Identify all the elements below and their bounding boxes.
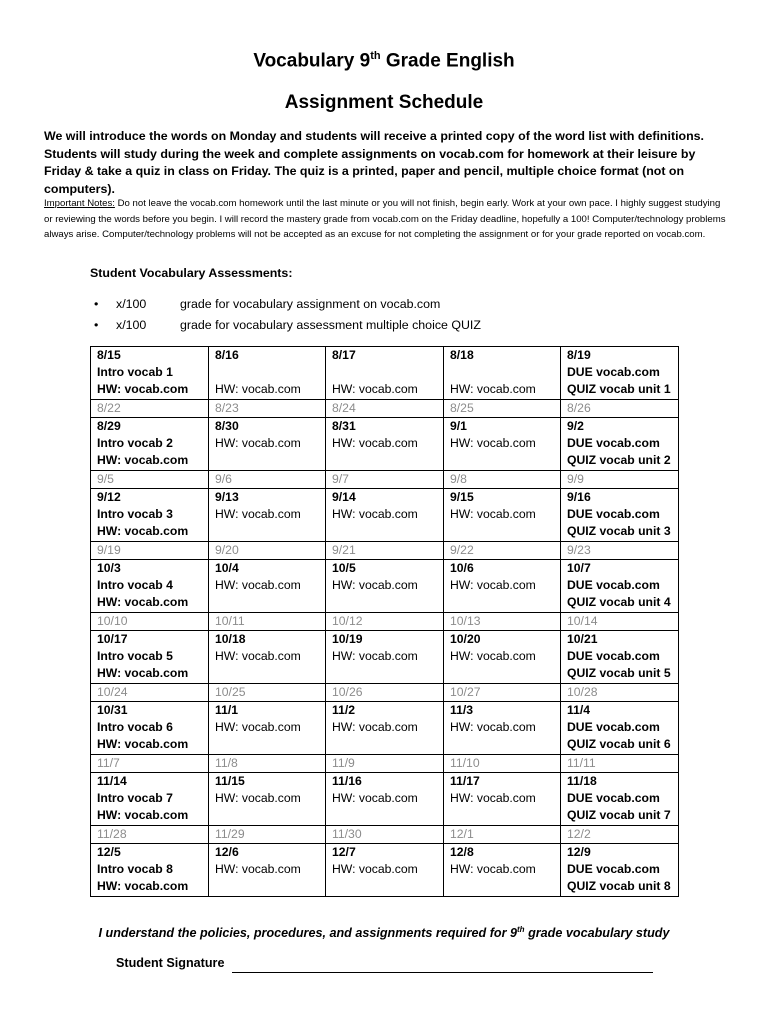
day-entry [332,452,443,469]
homework-entry: HW: vocab.com [450,382,536,396]
day-entry [215,452,325,469]
schedule-week-row [91,560,679,613]
day-entry [450,452,560,469]
day-date: 12/9 [567,845,591,859]
assessments-heading: Student Vocabulary Assessments: [90,266,293,280]
off-week-date: 11/10 [444,755,561,773]
schedule-week-row [91,489,679,542]
day-entry [215,736,325,753]
assessment-item [90,315,481,336]
day-entry: Intro vocab 2 [97,436,173,450]
acknowledgement-rest: grade vocabulary study [524,926,670,941]
schedule-day-cell [209,631,326,684]
off-week-date: 8/25 [444,400,561,418]
homework-entry: HW: vocab.com [450,436,536,450]
assessment-score: x/100 [116,297,147,311]
day-date: 9/13 [215,490,239,504]
schedule-off-week-row [91,471,679,489]
homework-entry: HW: vocab.com [97,382,189,396]
assessments-list [90,294,481,336]
day-date: 9/1 [450,419,467,433]
bullet-icon: • [94,297,99,311]
schedule-day-cell [326,773,444,826]
assessment-score: x/100 [116,318,147,332]
schedule-day-cell [91,844,209,897]
title-main: Vocabulary 9 [253,50,371,72]
schedule-day-cell [561,844,679,897]
day-entry [450,665,560,682]
homework-entry: HW: vocab.com [332,507,418,521]
day-entry [215,807,325,824]
schedule-day-cell [326,418,444,471]
intro-paragraph: We will introduce the words on Monday and students will receive a printed copy of the word list with definitions. Students will study during the week and complete assignments on vocab.com for homework at their leisure by Friday & take a quiz in class on Friday. The quiz is a printed, paper and pencil, multiple choice format (not on computers). [44,129,704,196]
day-date: 11/14 [97,774,127,788]
day-entry [332,736,443,753]
schedule-off-week-row [91,542,679,560]
schedule-day-cell [561,347,679,400]
day-entry: Intro vocab 1 [97,365,173,379]
day-date: 12/7 [332,845,356,859]
day-entry: Intro vocab 6 [97,720,173,734]
day-entry [450,364,560,381]
schedule-off-week-row [91,400,679,418]
schedule-day-cell [326,844,444,897]
homework-entry: HW: vocab.com [450,791,536,805]
homework-entry: HW: vocab.com [215,436,301,450]
homework-entry: HW: vocab.com [215,720,301,734]
day-date: 8/18 [450,348,474,362]
homework-entry: HW: vocab.com [215,649,301,663]
off-week-date: 10/11 [209,613,326,631]
signature-line[interactable] [232,972,653,973]
day-entry [332,807,443,824]
day-date: 9/16 [567,490,591,504]
acknowledgement-superscript: th [517,925,525,934]
day-entry: DUE vocab.com [567,436,660,450]
day-entry: Intro vocab 5 [97,649,173,663]
homework-entry: HW: vocab.com [332,382,418,396]
day-entry [450,878,560,895]
assessment-text: grade for vocabulary assignment on vocab.com [180,297,441,311]
day-date: 11/16 [332,774,362,788]
schedule-day-cell [91,418,209,471]
important-notes [44,196,726,243]
homework-entry: HW: vocab.com [97,524,189,538]
schedule-day-cell [91,773,209,826]
schedule-day-cell [561,702,679,755]
off-week-date: 9/20 [209,542,326,560]
day-date: 11/15 [215,774,245,788]
day-date: 11/1 [215,703,239,717]
day-entry: DUE vocab.com [567,507,660,521]
day-entry [215,364,325,381]
day-date: 12/6 [215,845,239,859]
off-week-date: 11/7 [91,755,209,773]
homework-entry: HW: vocab.com [215,791,301,805]
signature-label: Student Signature [116,956,225,970]
important-notes-text: Do not leave the vocab.com homework until the last minute or you will not finish, begin early. Work at your own pace. I highly suggest studying or reviewing the words before you begin. I will record the mastery grade from vocab.com on the Friday deadline, hopefully a 100! Computer/technology problems always arise. Computer/technology problems will not be accepted as an excuse for not completing the assignment or for your grade reported on vocab.com. [44,198,726,241]
off-week-date: 10/28 [561,684,679,702]
off-week-date: 9/22 [444,542,561,560]
off-week-date: 11/29 [209,826,326,844]
off-week-date: 8/24 [326,400,444,418]
schedule-day-cell [209,560,326,613]
day-date: 10/31 [97,703,128,717]
day-date: 10/3 [97,561,121,575]
schedule-day-cell [326,631,444,684]
day-entry [332,364,443,381]
schedule-day-cell [444,418,561,471]
homework-entry: HW: vocab.com [450,862,536,876]
day-entry: Intro vocab 8 [97,862,173,876]
off-week-date: 8/23 [209,400,326,418]
schedule-day-cell [91,702,209,755]
homework-entry: HW: vocab.com [450,649,536,663]
homework-entry: HW: vocab.com [97,808,189,822]
off-week-date: 10/14 [561,613,679,631]
day-entry: DUE vocab.com [567,720,660,734]
day-entry [450,523,560,540]
homework-entry: HW: vocab.com [332,862,418,876]
day-entry [215,878,325,895]
off-week-date: 10/26 [326,684,444,702]
day-date: 11/3 [450,703,474,717]
schedule-day-cell [561,631,679,684]
off-week-date: 9/21 [326,542,444,560]
day-entry [450,594,560,611]
day-date: 12/8 [450,845,474,859]
day-date: 11/17 [450,774,480,788]
important-notes-label: Important Notes: [44,198,115,209]
acknowledgement-text: I understand the policies, procedures, and assignments required for 9 [98,926,518,941]
homework-entry: HW: vocab.com [332,791,418,805]
day-entry [332,594,443,611]
schedule-day-cell [209,347,326,400]
day-entry: DUE vocab.com [567,365,660,379]
off-week-date: 10/12 [326,613,444,631]
day-entry: Intro vocab 7 [97,791,173,805]
day-entry: QUIZ vocab unit 8 [567,879,671,893]
off-week-date: 11/11 [561,755,679,773]
day-entry [450,807,560,824]
day-entry: Intro vocab 4 [97,578,173,592]
off-week-date: 9/8 [444,471,561,489]
day-date: 10/18 [215,632,246,646]
day-date: 8/19 [567,348,591,362]
day-date: 11/18 [567,774,597,788]
day-date: 10/5 [332,561,356,575]
schedule-day-cell [209,702,326,755]
homework-entry: HW: vocab.com [450,720,536,734]
schedule-day-cell [209,418,326,471]
off-week-date: 11/28 [91,826,209,844]
day-entry: DUE vocab.com [567,649,660,663]
day-entry [215,594,325,611]
homework-entry: HW: vocab.com [97,595,189,609]
schedule-day-cell [561,418,679,471]
off-week-date: 10/25 [209,684,326,702]
day-entry: QUIZ vocab unit 1 [567,382,671,396]
off-week-date: 10/10 [91,613,209,631]
schedule-week-row [91,702,679,755]
day-date: 10/20 [450,632,481,646]
off-week-date: 12/1 [444,826,561,844]
homework-entry: HW: vocab.com [450,507,536,521]
schedule-week-row [91,773,679,826]
homework-entry: HW: vocab.com [97,453,189,467]
day-date: 8/16 [215,348,239,362]
day-entry: QUIZ vocab unit 2 [567,453,671,467]
schedule-day-cell [444,773,561,826]
off-week-date: 9/9 [561,471,679,489]
homework-entry: HW: vocab.com [215,578,301,592]
schedule-week-row [91,418,679,471]
day-date: 12/5 [97,845,121,859]
homework-entry: HW: vocab.com [97,666,189,680]
schedule-day-cell [91,560,209,613]
day-date: 10/17 [97,632,128,646]
schedule-day-cell [326,347,444,400]
schedule-day-cell [326,560,444,613]
page-title [0,50,768,72]
schedule-day-cell [444,631,561,684]
homework-entry: HW: vocab.com [215,862,301,876]
day-date: 8/31 [332,419,356,433]
day-date: 10/21 [567,632,598,646]
day-date: 10/19 [332,632,363,646]
schedule-day-cell [444,702,561,755]
assessment-item [90,294,481,315]
day-date: 10/4 [215,561,239,575]
off-week-date: 9/5 [91,471,209,489]
title-rest: Grade English [380,50,515,72]
schedule-day-cell [91,631,209,684]
day-entry [332,878,443,895]
schedule-day-cell [326,702,444,755]
day-entry: QUIZ vocab unit 4 [567,595,671,609]
day-date: 8/30 [215,419,239,433]
off-week-date: 11/9 [326,755,444,773]
day-date: 8/15 [97,348,121,362]
off-week-date: 12/2 [561,826,679,844]
day-date: 10/6 [450,561,474,575]
day-date: 11/4 [567,703,591,717]
off-week-date: 9/6 [209,471,326,489]
homework-entry: HW: vocab.com [97,879,189,893]
day-date: 9/2 [567,419,584,433]
schedule-day-cell [561,773,679,826]
homework-entry: HW: vocab.com [332,649,418,663]
day-entry: QUIZ vocab unit 3 [567,524,671,538]
day-entry: DUE vocab.com [567,578,660,592]
day-entry [215,523,325,540]
off-week-date: 11/8 [209,755,326,773]
day-entry [332,523,443,540]
bullet-icon: • [94,318,99,332]
homework-entry: HW: vocab.com [97,737,189,751]
schedule-day-cell [209,773,326,826]
schedule-week-row [91,844,679,897]
day-date: 9/14 [332,490,356,504]
schedule-day-cell [444,844,561,897]
homework-entry: HW: vocab.com [332,720,418,734]
schedule-day-cell [91,489,209,542]
off-week-date: 9/19 [91,542,209,560]
schedule-day-cell [326,489,444,542]
day-entry [215,665,325,682]
acknowledgement-statement [0,925,768,940]
day-date: 11/2 [332,703,356,717]
schedule-day-cell [444,560,561,613]
day-entry: QUIZ vocab unit 5 [567,666,671,680]
day-entry: QUIZ vocab unit 7 [567,808,671,822]
schedule-off-week-row [91,826,679,844]
page-subtitle: Assignment Schedule [284,92,484,113]
day-date: 10/7 [567,561,591,575]
schedule-day-cell [561,560,679,613]
schedule-off-week-row [91,613,679,631]
off-week-date: 10/27 [444,684,561,702]
off-week-date: 10/13 [444,613,561,631]
day-date: 9/15 [450,490,474,504]
day-entry: Intro vocab 3 [97,507,173,521]
day-date: 9/12 [97,490,121,504]
off-week-date: 8/26 [561,400,679,418]
schedule-week-row [91,631,679,684]
schedule-off-week-row [91,684,679,702]
assessment-text: grade for vocabulary assessment multiple choice QUIZ [180,318,481,332]
off-week-date: 11/30 [326,826,444,844]
day-entry: QUIZ vocab unit 6 [567,737,671,751]
day-date: 8/17 [332,348,356,362]
homework-entry: HW: vocab.com [450,578,536,592]
homework-entry: HW: vocab.com [332,436,418,450]
homework-entry: HW: vocab.com [332,578,418,592]
homework-entry: HW: vocab.com [215,382,301,396]
schedule-off-week-row [91,755,679,773]
schedule-day-cell [91,347,209,400]
day-entry: DUE vocab.com [567,791,660,805]
schedule-day-cell [209,844,326,897]
off-week-date: 10/24 [91,684,209,702]
day-entry [332,665,443,682]
schedule-week-row [91,347,679,400]
off-week-date: 9/23 [561,542,679,560]
schedule-day-cell [444,347,561,400]
day-date: 8/29 [97,419,121,433]
schedule-day-cell [444,489,561,542]
schedule-day-cell [209,489,326,542]
title-superscript: th [370,50,381,62]
day-entry: DUE vocab.com [567,862,660,876]
day-entry [450,736,560,753]
off-week-date: 8/22 [91,400,209,418]
schedule-day-cell [561,489,679,542]
schedule-table [90,346,679,897]
homework-entry: HW: vocab.com [215,507,301,521]
off-week-date: 9/7 [326,471,444,489]
